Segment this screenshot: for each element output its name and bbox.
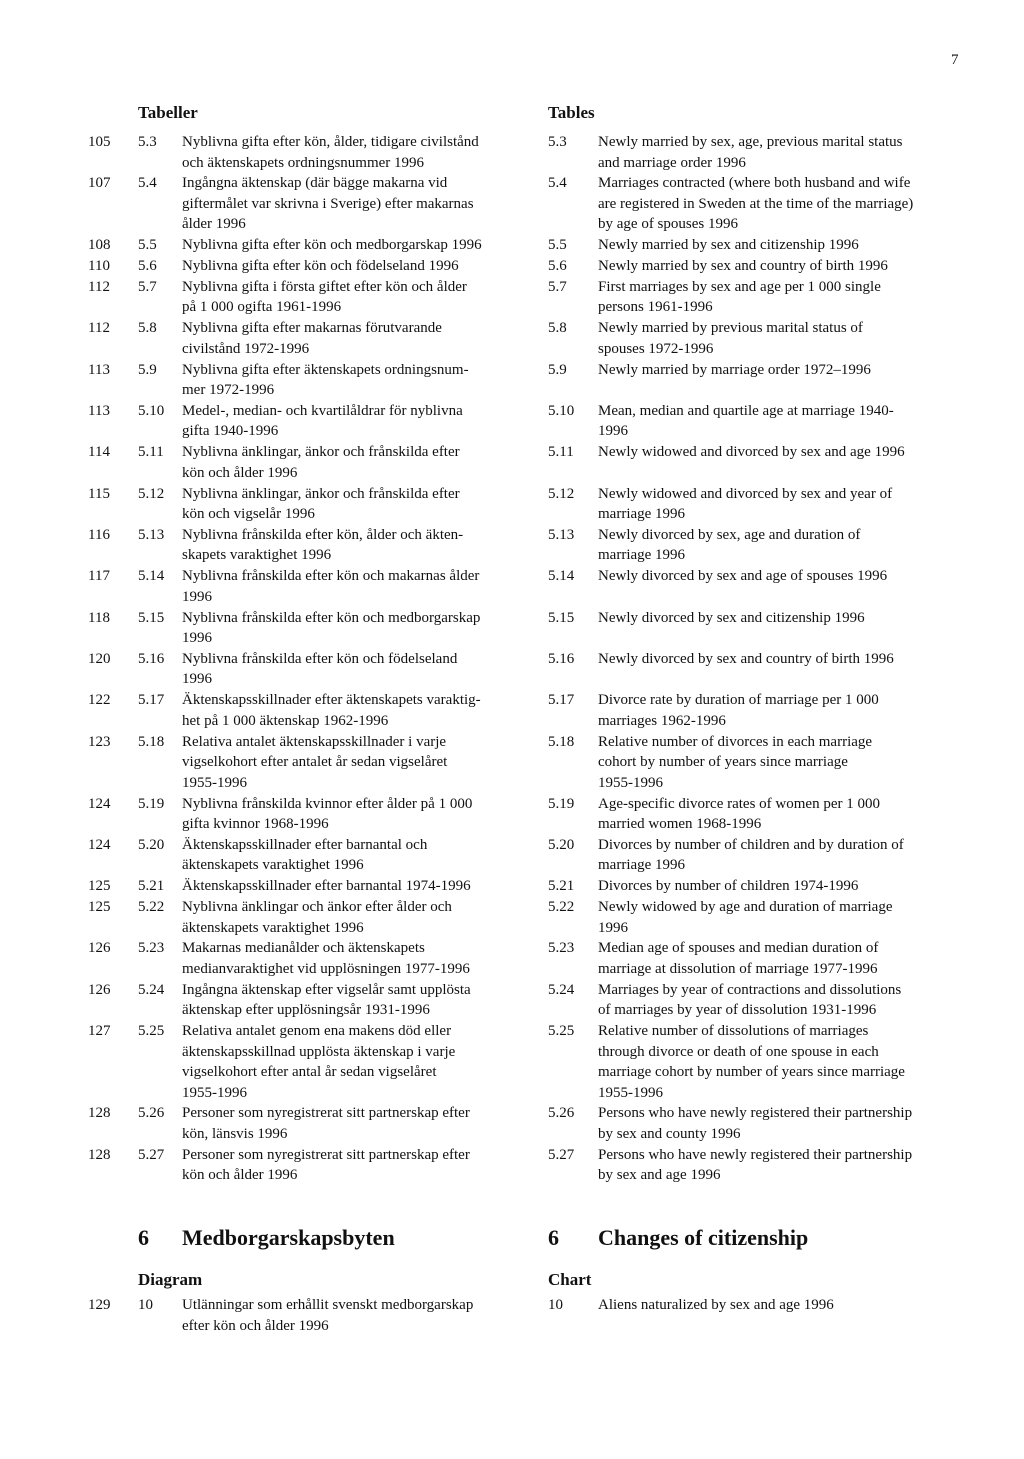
table-row [0,897,1024,938]
page-number-cell: 120 [88,650,111,667]
table-number-en: 5.8 [548,320,567,337]
table-title-en: Newly married by sex and country of birth 1996 [598,258,888,275]
table-number-sv: 5.4 [138,175,157,192]
table-row [0,566,1024,607]
table-number-en: 5.12 [548,485,575,502]
table-row [0,608,1024,649]
table-title-sv: Makarnas medianålder och äktenskapets medianvaraktighet vid upplösningen 1977-1996 [182,940,470,977]
table-number-sv: 5.9 [138,361,157,378]
table-row [0,277,1024,318]
page-number-cell: 127 [88,1023,111,1040]
page-number-cell: 114 [88,444,110,461]
table-number-sv: 5.8 [138,320,157,337]
table-title-sv: Relativa antalet genom ena makens död eller äktenskapsskillnad upplösta äktenskap i varje vigselkohort efter antal år sedan vigselåret 1955-1996 [182,1023,456,1101]
page-number-cell: 116 [88,526,110,543]
chart-title-en: Aliens naturalized by sex and age 1996 [598,1297,834,1313]
table-number-sv: 5.11 [138,444,164,461]
table-row [0,401,1024,442]
table-title-sv: Äktenskapsskillnader efter barnantal och äktenskapets varaktighet 1996 [182,836,428,874]
table-number-en: 5.17 [548,692,575,709]
table-title-en: Newly widowed and divorced by sex and year of marriage 1996 [598,485,893,523]
table-number-sv: 5.21 [138,878,165,895]
table-title-en: Mean, median and quartile age at marriage 1940- 1996 [598,402,894,440]
table-title-en: Relative number of divorces in each marriage cohort by number of years since marriage 1955-1996 [598,733,873,791]
section-number-en: 6 [548,1225,559,1250]
table-number-sv: 5.7 [138,278,157,295]
table-title-sv: Nyblivna frånskilda efter kön, ålder och äkten- skapets varaktighet 1996 [182,526,464,564]
table-number-sv: 5.6 [138,258,157,275]
table-title-en: Newly widowed and divorced by sex and age 1996 [598,444,905,461]
table-number-en: 5.7 [548,278,567,295]
section-title-en: Changes of citizenship [598,1225,809,1250]
table-number-sv: 5.26 [138,1105,165,1122]
table-row [0,649,1024,690]
table-row [0,1021,1024,1103]
table-title-sv: Nyblivna frånskilda efter kön och makarnas ålder 1996 [182,568,480,605]
table-title-sv: Nyblivna frånskilda kvinnor efter ålder på 1 000 gifta kvinnor 1968-1996 [182,795,473,832]
table-number-en: 5.13 [548,526,575,543]
table-number-sv: 5.14 [138,568,165,585]
table-number-en: 5.22 [548,899,575,916]
table-title-en: Newly married by sex, age, previous marital status and marriage order 1996 [598,134,903,171]
heading-tables-sv: Tabeller [138,103,198,122]
table-title-en: Newly married by sex and citizenship 1996 [598,237,859,254]
table-row [0,256,1024,277]
table-number-en: 5.15 [548,609,575,626]
table-row [0,794,1024,835]
table-title-en: Marriages contracted (where both husband and wife are registered in Sweden at the time of the marriage) by age of spouses 1996 [598,175,914,233]
page-number-cell: 126 [88,981,111,998]
table-title-en: Persons who have newly registered their partnership by sex and age 1996 [598,1146,913,1184]
table-title-sv: Personer som nyregistrerat sitt partnerskap efter kön, länsvis 1996 [182,1105,470,1142]
subheading-diagram: Diagram [138,1270,203,1289]
table-title-en: Divorces by number of children and by duration of marriage 1996 [598,836,904,874]
table-title-sv: Nyblivna gifta efter kön, ålder, tidigare civilstånd och äktenskapets ordningsnummer 1996 [182,134,479,171]
table-number-sv: 5.20 [138,836,165,853]
section-number-sv: 6 [138,1225,149,1250]
page-number-cell: 113 [88,402,110,419]
table-row [0,360,1024,401]
table-number-en: 5.21 [548,878,575,895]
page-number-cell: 126 [88,940,111,957]
heading-tables-en: Tables [548,103,595,122]
table-number-sv: 5.10 [138,402,165,419]
page-number-cell: 118 [88,609,110,626]
table-number-sv: 5.25 [138,1023,165,1040]
page-number-cell: 112 [88,278,110,295]
table-title-sv: Nyblivna gifta efter kön och medborgarskap 1996 [182,237,482,254]
table-row [0,980,1024,1021]
table-number-en: 5.6 [548,258,567,275]
table-number-sv: 5.23 [138,940,165,957]
chart-number-sv: 10 [138,1297,153,1313]
table-title-en: Newly divorced by sex and country of birth 1996 [598,650,894,667]
page-number-cell: 108 [88,237,111,254]
page-number-cell: 112 [88,320,110,337]
table-number-sv: 5.18 [138,733,165,750]
table-title-en: First marriages by sex and age per 1 000 single persons 1961-1996 [598,278,881,316]
table-title-sv: Nyblivna änklingar, änkor och frånskilda efter kön och vigselår 1996 [182,485,460,523]
page-number-cell: 117 [88,568,110,585]
table-title-sv: Relativa antalet äktenskapsskillnader i varje vigselkohort efter antalet år sedan vigselåret 1955-1996 [182,733,448,791]
table-title-en: Newly married by previous marital status of spouses 1972-1996 [598,320,863,357]
table-row [0,173,1024,235]
table-title-sv: Nyblivna frånskilda efter kön och medborgarskap 1996 [182,609,481,647]
page-number-cell: 128 [88,1105,111,1122]
page-number-cell: 128 [88,1146,111,1163]
table-title-sv: Ingångna äktenskap efter vigselår samt upplösta äktenskap efter upplösningsår 1931-1996 [182,981,471,1019]
table-number-sv: 5.13 [138,526,165,543]
page-number-cell: 124 [88,836,111,853]
table-number-en: 5.18 [548,733,575,750]
page-number-cell: 124 [88,795,111,812]
table-number-en: 5.10 [548,402,575,419]
table-number-en: 5.26 [548,1105,575,1122]
table-title-sv: Medel-, median- och kvartilåldrar för nyblivna gifta 1940-1996 [182,402,463,440]
table-title-sv: Nyblivna änklingar och änkor efter ålder och äktenskapets varaktighet 1996 [182,899,452,936]
table-title-sv: Äktenskapsskillnader efter barnantal 1974-1996 [182,878,471,895]
table-number-sv: 5.3 [138,134,157,150]
table-title-sv: Nyblivna gifta efter äktenskapets ordningsnum- mer 1972-1996 [182,361,469,399]
table-number-en: 5.11 [548,444,574,461]
table-title-en: Median age of spouses and median duration of marriage at dissolution of marriage 1977-1996 [598,940,879,977]
table-number-sv: 5.12 [138,485,165,502]
table-number-en: 5.16 [548,650,575,667]
table-row [0,235,1024,256]
table-row [0,1103,1024,1144]
table-row [0,732,1024,794]
table-number-en: 5.23 [548,940,575,957]
table-number-en: 5.4 [548,175,567,192]
table-number-sv: 5.5 [138,237,157,254]
table-row [0,318,1024,359]
table-row [0,690,1024,731]
table-number-sv: 5.15 [138,609,165,626]
table-row [0,876,1024,897]
table-row [0,938,1024,979]
table-title-en: Newly widowed by age and duration of marriage 1996 [598,899,893,936]
table-number-sv: 5.16 [138,650,165,667]
table-title-sv: Äktenskapsskillnader efter äktenskapets varaktig- het på 1 000 äktenskap 1962-1996 [182,692,481,729]
subheading-chart: Chart [548,1270,592,1289]
table-row [0,1145,1024,1186]
chart-title-sv: Utlänningar som erhållit svenskt medborgarskap efter kön och ålder 1996 [182,1297,474,1334]
table-number-en: 5.14 [548,568,575,585]
table-row [0,442,1024,483]
table-number-en: 5.5 [548,237,567,254]
chart-number-en: 10 [548,1297,563,1313]
table-title-en: Newly married by marriage order 1972–1996 [598,361,871,378]
table-number-en: 5.3 [548,134,567,150]
page-number-cell: 125 [88,878,111,895]
table-row [0,132,1024,173]
page-number-cell: 110 [88,258,110,275]
table-title-en: Relative number of dissolutions of marriages through divorce or death of one spouse in each marriage cohort by number of years since marriage 1955-1996 [598,1023,905,1101]
table-number-en: 5.20 [548,836,575,853]
page-number-cell: 122 [88,692,111,709]
table-title-sv: Nyblivna gifta efter kön och födelseland 1996 [182,258,459,275]
section-title-sv: Medborgarskapsbyten [182,1225,395,1250]
table-title-en: Newly divorced by sex and citizenship 1996 [598,609,865,626]
table-title-en: Persons who have newly registered their partnership by sex and county 1996 [598,1105,913,1142]
table-title-en: Newly divorced by sex, age and duration of marriage 1996 [598,526,861,564]
table-row [0,484,1024,525]
page-number-cell: 105 [88,134,111,150]
table-title-en: Newly divorced by sex and age of spouses 1996 [598,568,888,585]
page-number-cell: 123 [88,733,111,750]
table-number-en: 5.27 [548,1146,575,1163]
table-title-sv: Nyblivna frånskilda efter kön och födelseland 1996 [182,650,458,688]
table-title-en: Divorce rate by duration of marriage per 1 000 marriages 1962-1996 [598,692,879,729]
table-row [0,525,1024,566]
chart-page: 129 [88,1297,111,1313]
table-title-sv: Nyblivna änklingar, änkor och frånskilda efter kön och ålder 1996 [182,444,460,481]
page-number: 7 [951,52,959,68]
table-number-sv: 5.19 [138,795,165,812]
page-number-cell: 113 [88,361,110,378]
table-title-sv: Ingångna äktenskap (där bägge makarna vid giftermålet var skrivna i Sverige) efter makarnas ålder 1996 [182,175,474,233]
table-number-sv: 5.24 [138,981,165,998]
table-title-sv: Personer som nyregistrerat sitt partnerskap efter kön och ålder 1996 [182,1146,470,1184]
table-number-sv: 5.22 [138,899,165,916]
table-title-sv: Nyblivna gifta i första giftet efter kön och ålder på 1 000 ogifta 1961-1996 [182,278,467,316]
table-number-sv: 5.27 [138,1146,165,1163]
table-number-en: 5.19 [548,795,575,812]
table-title-en: Age-specific divorce rates of women per 1 000 married women 1968-1996 [598,795,880,832]
table-of-contents [0,132,1024,1186]
page-number-cell: 107 [88,175,111,192]
table-number-en: 5.25 [548,1023,575,1040]
table-number-en: 5.9 [548,361,567,378]
table-number-en: 5.24 [548,981,575,998]
page-number-cell: 115 [88,485,110,502]
table-number-sv: 5.17 [138,692,165,709]
table-row [0,835,1024,876]
table-title-sv: Nyblivna gifta efter makarnas förutvarande civilstånd 1972-1996 [182,320,442,357]
page-number-cell: 125 [88,899,111,916]
table-title-en: Marriages by year of contractions and dissolutions of marriages by year of dissolution 1931-1996 [598,981,902,1019]
table-title-en: Divorces by number of children 1974-1996 [598,878,859,895]
